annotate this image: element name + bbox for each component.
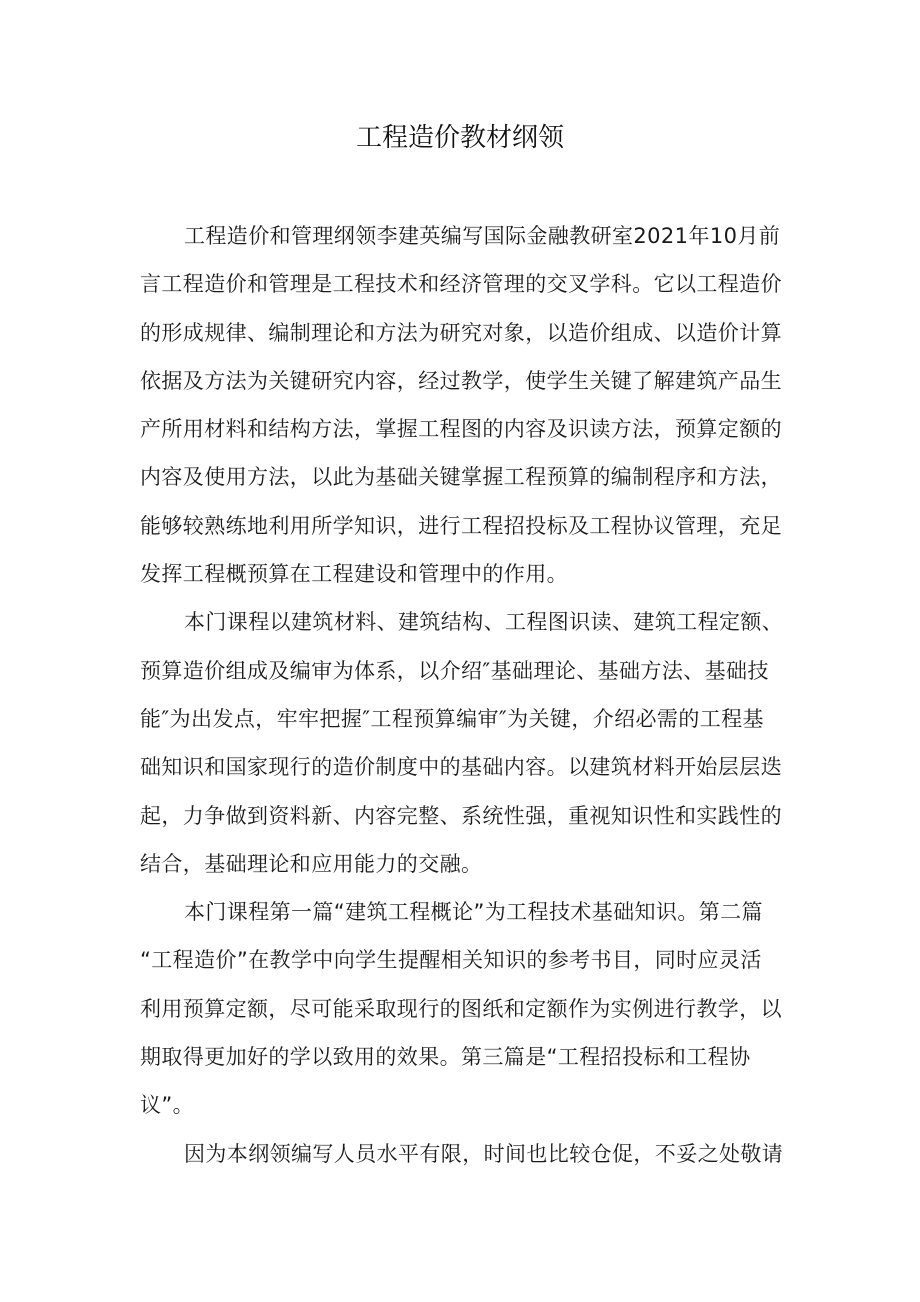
text-line: 础知识和国家现行的造价制度中的基础内容。以建筑材料开始层层迭 xyxy=(140,755,782,780)
paragraph-preface xyxy=(140,216,790,602)
text-line: 言工程造价和管理是工程技术和经济管理的交叉学科。它以工程造价 xyxy=(140,272,782,297)
text-line: 起，力争做到资料新、内容完整、系统性强，重视知识性和实践性的 xyxy=(140,803,782,828)
text-line: 利用预算定额，尽可能采取现行的图纸和定额作为实例进行教学，以 xyxy=(140,996,782,1021)
document-body xyxy=(140,216,790,1182)
paragraph-course-parts xyxy=(140,892,790,1133)
paragraph-closing xyxy=(140,1134,790,1182)
text-line: 预算造价组成及编审为体系，以介绍″基础理论、基础方法、基础技 xyxy=(140,658,769,683)
text-line: 结合，基础理论和应用能力的交融。 xyxy=(140,851,483,876)
text-line: 期取得更加好的学以致用的效果。第三篇是“工程招投标和工程协 xyxy=(140,1045,751,1070)
text-line: 议”。 xyxy=(140,1093,195,1118)
text-line: 依据及方法为关键研究内容，经过教学，使学生关键了解建筑产品生 xyxy=(140,368,782,393)
text-line: 能″为出发点，牢牢把握″工程预算编审″为关键，介绍必需的工程基 xyxy=(140,706,764,731)
text-line: 因为本纲领编写人员水平有限，时间也比较仓促，不妥之处敬请 xyxy=(184,1141,784,1166)
text-line: 本门课程以建筑材料、建筑结构、工程图识读、建筑工程定额、 xyxy=(184,610,784,635)
text-line: 的形成规律、编制理论和方法为研究对象，以造价组成、以造价计算 xyxy=(140,320,782,345)
text-line: 产所用材料和结构方法，掌握工程图的内容及识读方法，预算定额的 xyxy=(140,417,782,442)
paragraph-course-system xyxy=(140,602,790,892)
text-line: 本门课程第一篇“建筑工程概论”为工程技术基础知识。第二篇 xyxy=(184,900,763,925)
text-line: 内容及使用方法，以此为基础关键掌握工程预算的编制程序和方法， xyxy=(140,465,782,490)
document-title: 工程造价教材纲领 xyxy=(355,123,564,153)
text-line: 能够较熟练地利用所学知识，进行工程招投标及工程协议管理，充足 xyxy=(140,513,782,538)
text-line: 工程造价和管理纲领李建英编写国际金融教研室2021年10月前 xyxy=(184,224,781,248)
text-line: “工程造价”在教学中向学生提醒相关知识的参考书目，同时应灵活 xyxy=(140,948,762,973)
text-line: 发挥工程概预算在工程建设和管理中的作用。 xyxy=(140,562,568,587)
